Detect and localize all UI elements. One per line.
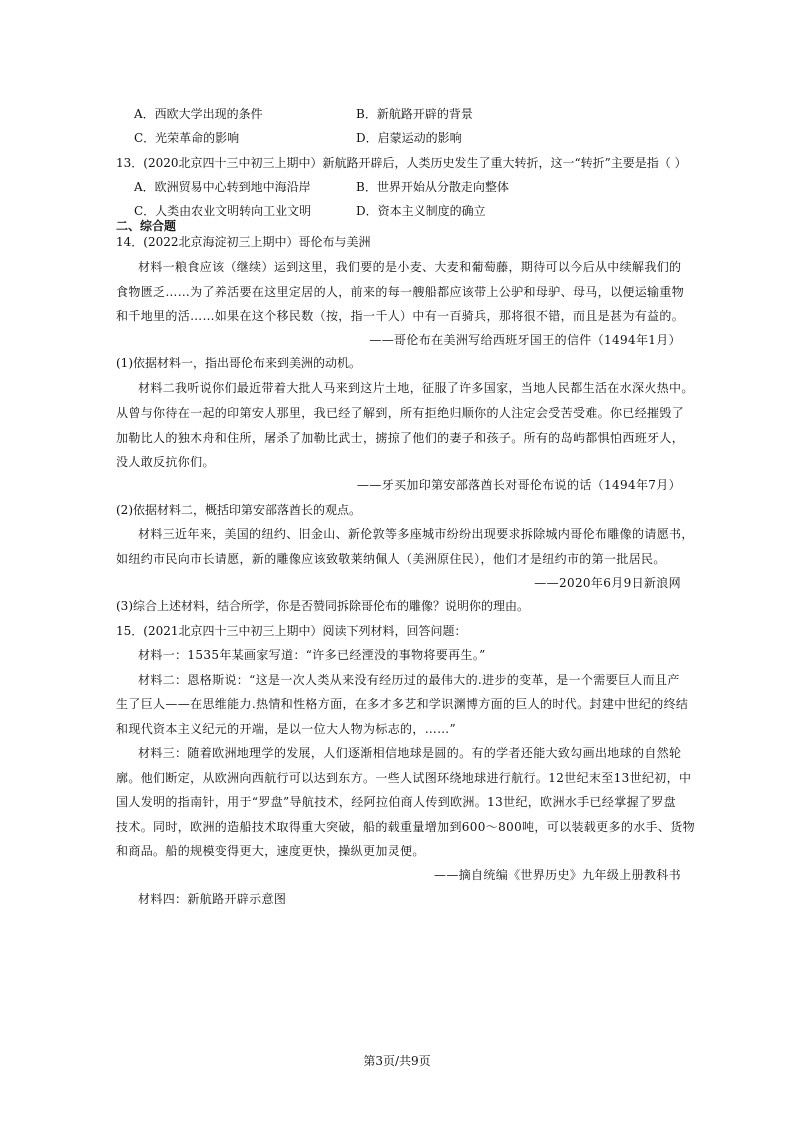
section-title: 二、综合题 [116, 219, 177, 233]
q14-material1-line: 材料一粮食应该（继续）运到这里，我们要的是小麦、大麦和葡萄藤，期待可以今后从中续解我们的 [138, 260, 682, 274]
q13-option-b: B．世界开始从分散走向整体 [356, 180, 509, 194]
q14-material1-line: 和千地里的活……如果在这个移民数（按，指一千人）中有一百骑兵，那将很不错，而且是甚为有益的。 [116, 309, 685, 323]
q15-material1: 材料一：1535年某画家写道：“许多已经湮没的事物将要再生。” [138, 648, 486, 662]
q12-option-d: D．启蒙运动的影响 [356, 131, 462, 145]
q14-material2-line: 加勒比人的独木舟和住所，屠杀了加勒比武士，掳掠了他们的妻子和孩子。所有的岛屿都惧怕西班牙人， [116, 431, 685, 445]
q15-material4: 材料四：新航路开辟示意图 [138, 892, 287, 906]
q14-material3-line: 材料三近年来，美国的纽约、旧金山、新伦敦等多座城市纷纷出现要求拆除城内哥伦布雕像的请愿书， [138, 527, 694, 541]
q14-stem: 14．(2022北京海淀初三上期中）哥伦布与美洲 [116, 235, 371, 249]
q15-material3-line: 和商品。船的规模变得更大，速度更快，操纵更加灵便。 [116, 844, 425, 858]
q13-option-d: D．资本主义制度的确立 [356, 204, 486, 218]
q14-material1-source: ——哥伦布在美洲写给西班牙国王的信件（1494年1月） [369, 333, 681, 347]
q15-material3-line: 材料三：随着欧洲地理学的发展，人们逐渐相信地球是圆的。有的学者还能大致勾画出地球的自然轮 [138, 746, 682, 760]
q15-stem: 15．(2021北京四十三中初三上期中）阅读下列材料，回答问题： [116, 624, 467, 638]
q14-question2: (2)依据材料二，概括印第安部落酋长的观点。 [116, 503, 361, 517]
q14-material3-line: 如纽约市民向市长请愿，新的雕像应该致敬莱纳佩人（美洲原住民），他们才是纽约市的第一批居民。 [116, 552, 666, 566]
q14-material2-line: 从曾与你待在一起的印第安人那里，我已经了解到，所有拒绝归顺你的人注定会受苦受难。你已经摧毁了 [116, 406, 685, 420]
q15-material2-line: 和现代资本主义纪元的开端，是以一位大人物为标志的，……” [116, 722, 456, 736]
q12-option-c: C．光荣革命的影响 [134, 131, 240, 145]
q14-question3: (3)综合上述材料，结合所学，你是否赞同拆除哥伦布的雕像？说明你的理由。 [116, 599, 530, 613]
q14-material2-line: 材料二我听说你们最近带着大批人马来到这片土地，征服了许多国家，当地人民都生活在水深火热中。 [138, 381, 694, 395]
q12-option-b: B．新航路开辟的背景 [356, 107, 473, 121]
q14-material1-line: 食物匮乏……为了养活要在这里定居的人，前来的每一艘船都应该带上公驴和母驴、母马，以便运输重物 [116, 285, 685, 299]
q15-material2-line: 材料二：恩格斯说：“这是一次人类从来没有经历过的最伟大的.进步的变革，是一个需要巨人而且产 [138, 673, 680, 687]
q15-material3-line: 廓。他们断定，从欧洲向西航行可以达到东方。一些人试图环绕地球进行航行。12世纪末至13世纪初，中 [116, 771, 692, 785]
q13-option-c: C．人类由农业文明转向工业文明 [134, 204, 312, 218]
page-number: 第3页/共9页 [363, 1054, 431, 1068]
q15-material3-line: 国人发明的指南针，用于“罗盘”导航技术，经阿拉伯商人传到欧洲。13世纪，欧洲水手已经掌握了罗盘 [116, 795, 676, 809]
q14-material2-source: ——牙买加印第安部落酋长对哥伦布说的话（1494年7月） [357, 478, 681, 492]
q14-material2-line: 没人敢反抗你们。 [116, 455, 215, 469]
q15-material3-source: ——摘自统编《世界历史》九年级上册教科书 [433, 868, 681, 882]
q15-material3-line: 技术。同时，欧洲的造船技术取得重大突破，船的载重量增加到600～800吨，可以装载更多的水手、货物 [116, 820, 695, 834]
q12-option-a: A．西欧大学出现的条件 [134, 107, 263, 121]
q13-option-a: A．欧洲贸易中心转到地中海沿岸 [134, 180, 311, 194]
q14-material3-source: ——2020年6月9日新浪网 [534, 576, 681, 590]
q14-question1: (1)依据材料一，指出哥伦布来到美洲的动机。 [116, 356, 361, 370]
q13-stem: 13．(2020北京四十三中初三上期中）新航路开辟后，人类历史发生了重大转折，这一“转折”主要是指（ ） [116, 156, 687, 170]
q15-material2-line: 生了巨人——在思维能力.热情和性格方面，在多才多艺和学识渊博方面的巨人的时代。封建中世纪的终结 [116, 697, 689, 711]
